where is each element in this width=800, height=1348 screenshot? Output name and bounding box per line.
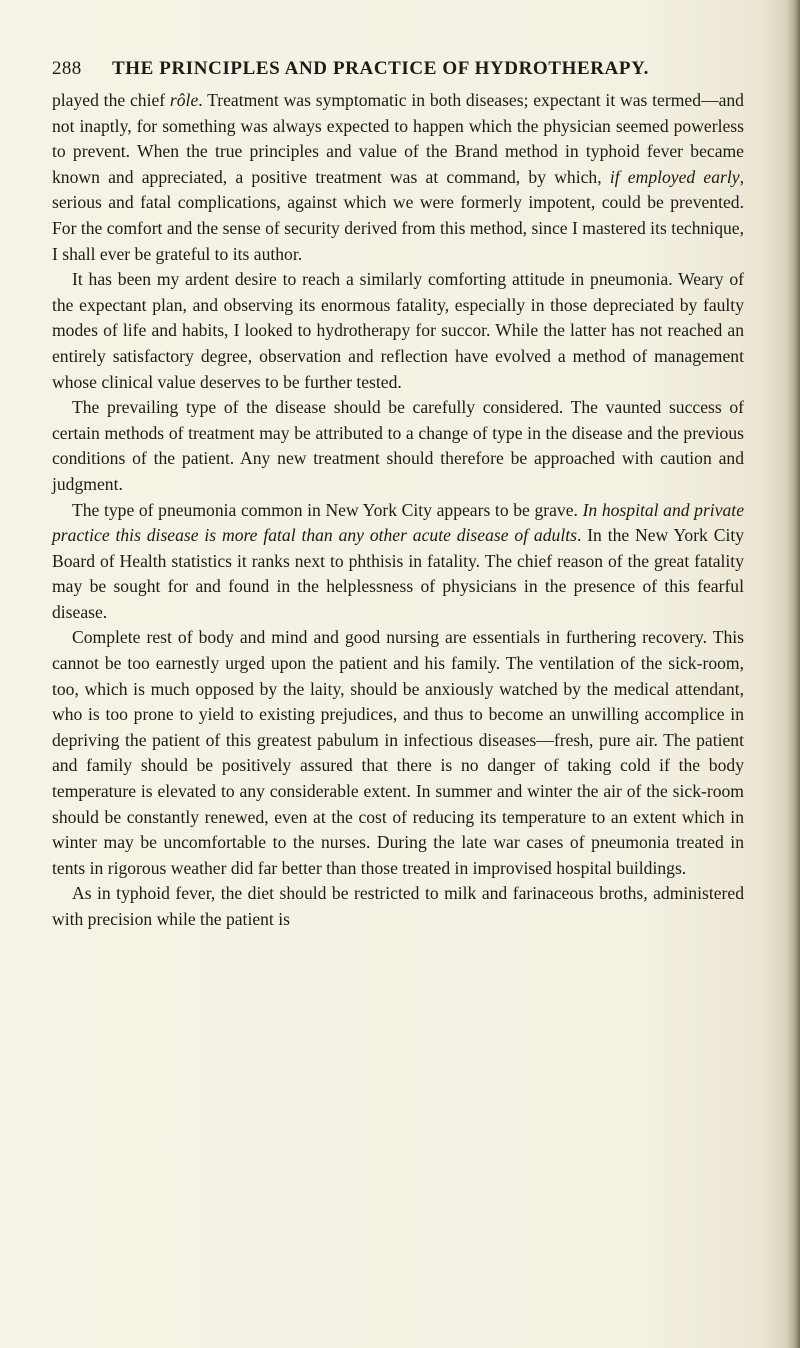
page-number: 288 bbox=[52, 58, 82, 79]
paragraph bbox=[52, 88, 744, 267]
text-run: The type of pneumonia common in New York City appears to be grave. bbox=[72, 499, 583, 520]
paragraph bbox=[52, 498, 744, 626]
page-header bbox=[52, 58, 742, 80]
paragraph bbox=[52, 267, 744, 395]
paragraph bbox=[52, 625, 744, 881]
text-run: The prevailing type of the disease should be carefully considered. The vaunted success of certain methods of treatment may be attributed to a change of type in the disease and the previous conditions of the patient. Any new treatment should therefore be approached with caution and judgment. bbox=[52, 397, 744, 494]
text-run: Complete rest of body and mind and good nursing are essentials in furthering recovery. This cannot be too earnestly urged upon the patient and his family. The ventilation of the sick-room, too, which is much opposed by the laity, should be anxiously watched by the medical attendant, who is too prone to yield to existing prejudices, and thus to become an unwilling accomplice in depriving the patient of this greatest pabulum in infectious diseases—fresh, pure air. The patient and family should be positively assured that there is no danger of taking cold if the body temperature is elevated to any considerable extent. In summer and winter the air of the sick-room should be constantly renewed, even at the cost of reducing its temperature to an extent which in winter may be uncomfortable to the nurses. During the late war cases of pneumonia treated in tents in rigorous weather did far better than those treated in improvised hospital buildings. bbox=[52, 627, 744, 878]
running-title: THE PRINCIPLES AND PRACTICE OF HYDROTHERAPY. bbox=[112, 58, 649, 79]
body-text bbox=[52, 88, 744, 933]
italic-text: In hospital and private practice this disease is more fatal than any other acute disease of adults bbox=[52, 499, 745, 546]
text-run: It has been my ardent desire to reach a similarly comforting attitude in pneumonia. Weary of the expectant plan, and observing its enormous fatality, especially in those depreciated by faulty modes of life and habits, I looked to hydrotherapy for succor. While the latter has not reached an entirely satisfactory degree, observation and reflection have evolved a method of management whose clinical value deserves to be further tested. bbox=[52, 269, 744, 392]
text-run: , serious and fatal complications, against which we were formerly impotent, could be prevented. For the comfort and the sense of security derived from this method, since I mastered its technique, I shall ever be grateful to its author. bbox=[52, 166, 744, 264]
italic-text: if employed early bbox=[609, 166, 740, 187]
italic-text: rôle bbox=[169, 90, 199, 110]
paragraph bbox=[52, 881, 744, 932]
paragraph bbox=[52, 395, 744, 497]
page-edge-shadow bbox=[786, 0, 800, 1348]
text-run: . In the New York City Board of Health statistics it ranks next to phthisis in fatality. The chief reason of the great fatality may be sought for and found in the helplessness of physicians in the presence of this fearful disease. bbox=[52, 525, 745, 622]
text-run: . Treatment was symptomatic in both diseases; expectant it was termed—and not inaptly, for something was always expected to happen which the physician seemed powerless to prevent. When the true principles and value of the Brand method in typhoid fever became known and appreciated, a positive treatment was at command, by which, bbox=[52, 90, 744, 187]
text-run: As in typhoid fever, the diet should be restricted to milk and farinaceous broths, administered with precision while the patient is bbox=[52, 883, 744, 929]
text-run: played the chief bbox=[52, 90, 170, 110]
